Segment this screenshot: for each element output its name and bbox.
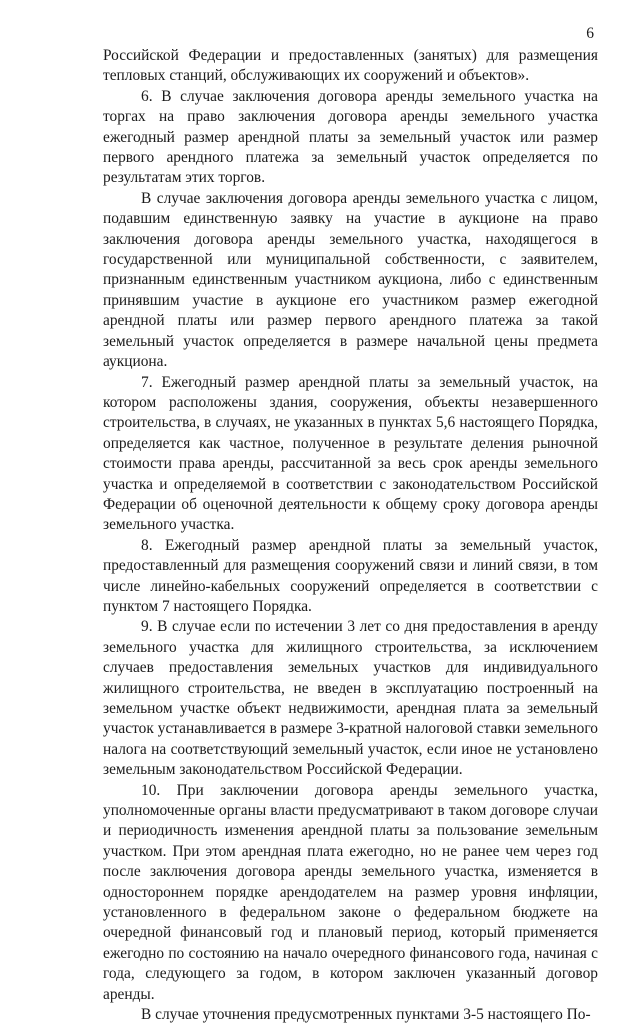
page-number: 6: [586, 25, 594, 42]
paragraph-clause-10: 10. При заключении договора аренды земельного участка, уполномоченные органы власти предусматривают в таком договоре случаи и периодичность изменения арендной платы за пользование земельным участком. При этом арендная плата ежегодно, но не ранее чем через год после заключения договора аренды земельного участка, изменяется в одностороннем порядке арендодателем на размер уровня инфляции, установленного в федеральном законе о федеральном бюджете на очередной финансовый год и плановый период, который применяется ежегодно по состоянию на начало очередного финансового года, начиная с года, следующего за годом, в котором заключен указанный договор аренды.: [103, 781, 598, 1003]
paragraph-clause-6: 6. В случае заключения договора аренды земельного участка на торгах на право заключения договора аренды земельного участка ежегодный размер арендной платы за земельный участок или размер первого арендного платежа за земельный участок определяется по результатам этих торгов.: [103, 87, 598, 187]
paragraph-continuation: Российской Федерации и предоставленных (занятых) для размещения тепловых станций, обслуживающих их сооружений и объектов».: [103, 47, 598, 85]
paragraph-clause-6-sole-bidder: В случае заключения договора аренды земельного участка с лицом, подавшим единственную заявку на участие в аукционе на право заключения договора аренды земельного участка, находящегося в государственной или муниципальной собственности, с заявителем, признанным единственным участником аукциона, либо с единственным принявшим участие в аукционе его участником размер ежегодной арендной платы или размер первого арендного платежа за такой земельный участок определяется в размере начальной цены предмета аукциона.: [103, 189, 598, 371]
paragraph-clause-9: 9. В случае если по истечении 3 лет со дня предоставления в аренду земельного участка для жилищного строительства, за исключением случаев предоставления земельных участков для индивидуального жилищного строительства, не введен в эксплуатацию построенный на земельном участке объект недвижимости, арендная плата за земельный участок устанавливается в размере 3-кратной налоговой ставки земельного налога на соответствующий земельный участок, если иное не установлено земельным законодательством Российской Федерации.: [103, 618, 598, 779]
paragraph-clause-8: 8. Ежегодный размер арендной платы за земельный участок, предоставленный для размещения сооружений связи и линий связи, в том числе линейно-кабельных сооружений определяется в соответствии с пунктом 7 настоящего Порядка.: [103, 536, 598, 615]
paragraph-clause-10-refinement: В случае уточнения предусмотренных пунктами 3-5 настоящего По-: [141, 1006, 591, 1024]
paragraph-clause-7: 7. Ежегодный размер арендной платы за земельный участок, на котором расположены здания, сооружения, объекты незавершенного строительства, в случаях, не указанных в пунктах 5,6 настоящего Порядка, определяется как частное, полученное в результате деления рыночной стоимости права аренды, рассчитанной за весь срок аренды земельного участка и определяемой в соответствии с законодательством Российской Федерации об оценочной деятельности к общему сроку договора аренды земельного участка.: [103, 373, 598, 534]
document-body: [103, 46, 598, 1026]
